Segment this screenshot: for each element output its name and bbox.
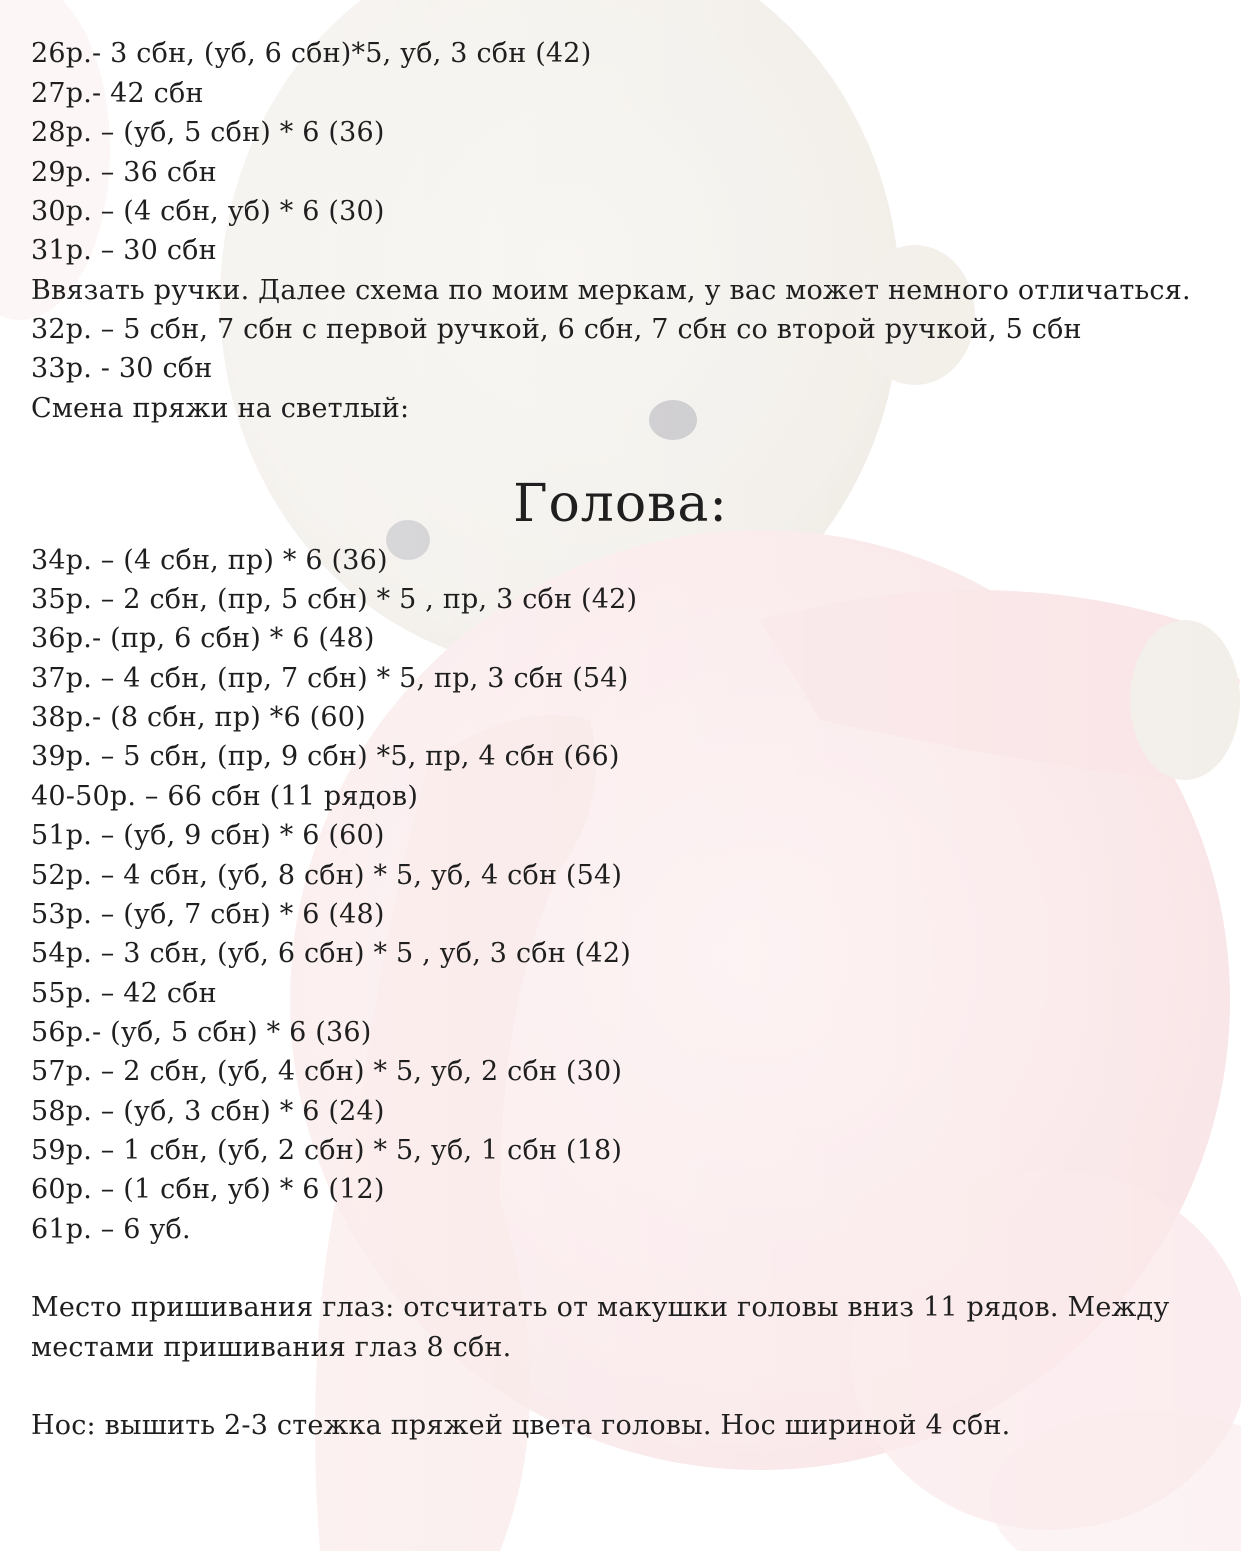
eyes-note-line-1: Место пришивания глаз: отсчитать от макушки головы вниз 11 рядов. Между	[31, 1292, 1170, 1323]
row-59: 59р. – 1 сбн, (уб, 2 сбн) * 5, уб, 1 сбн (18)	[31, 1135, 623, 1166]
eyes-note-line-2: местами пришивания глаз 8 сбн.	[31, 1332, 512, 1363]
row-28: 28р. – (уб, 5 сбн) * 6 (36)	[31, 117, 385, 148]
row-58: 58р. – (уб, 3 сбн) * 6 (24)	[31, 1096, 385, 1127]
yarn-change-note: Смена пряжи на светлый:	[31, 393, 410, 424]
row-53: 53р. – (уб, 7 сбн) * 6 (48)	[31, 899, 385, 930]
row-51: 51р. – (уб, 9 сбн) * 6 (60)	[31, 820, 385, 851]
row-56: 56р.- (уб, 5 сбн) * 6 (36)	[31, 1017, 372, 1048]
row-32: 32р. – 5 сбн, 7 сбн с первой ручкой, 6 сбн, 7 сбн со второй ручкой, 5 сбн	[31, 314, 1082, 345]
row-33: 33р. - 30 сбн	[31, 353, 213, 384]
row-54: 54р. – 3 сбн, (уб, 6 сбн) * 5 , уб, 3 сбн (42)	[31, 938, 631, 969]
row-30: 30р. – (4 сбн, уб) * 6 (30)	[31, 196, 385, 227]
nose-note: Нос: вышить 2-3 стежка пряжей цвета головы. Нос шириной 4 сбн.	[31, 1410, 1011, 1441]
row-35: 35р. – 2 сбн, (пр, 5 сбн) * 5 , пр, 3 сбн (42)	[31, 584, 638, 615]
row-39: 39р. – 5 сбн, (пр, 9 сбн) *5, пр, 4 сбн (66)	[31, 741, 620, 772]
row-38: 38р.- (8 сбн, пр) *6 (60)	[31, 702, 366, 733]
row-60: 60р. – (1 сбн, уб) * 6 (12)	[31, 1174, 385, 1205]
row-37: 37р. – 4 сбн, (пр, 7 сбн) * 5, пр, 3 сбн (54)	[31, 663, 629, 694]
row-55: 55р. – 42 сбн	[31, 978, 217, 1009]
row-57: 57р. – 2 сбн, (уб, 4 сбн) * 5, уб, 2 сбн (30)	[31, 1056, 623, 1087]
row-31: 31р. – 30 сбн	[31, 235, 217, 266]
section-heading-head: Голова:	[513, 474, 728, 534]
row-27: 27р.- 42 сбн	[31, 78, 204, 109]
row-29: 29р. – 36 сбн	[31, 157, 217, 188]
row-61: 61р. – 6 уб.	[31, 1214, 191, 1245]
row-26: 26р.- 3 сбн, (уб, 6 сбн)*5, уб, 3 сбн (42)	[31, 38, 592, 69]
instruction-arms: Ввязать ручки. Далее схема по моим меркам, у вас может немного отличаться.	[31, 275, 1191, 306]
row-40-50: 40-50р. – 66 сбн (11 рядов)	[31, 781, 419, 812]
row-34: 34р. – (4 сбн, пр) * 6 (36)	[31, 545, 388, 576]
row-52: 52р. – 4 сбн, (уб, 8 сбн) * 5, уб, 4 сбн (54)	[31, 860, 623, 891]
row-36: 36р.- (пр, 6 сбн) * 6 (48)	[31, 623, 375, 654]
